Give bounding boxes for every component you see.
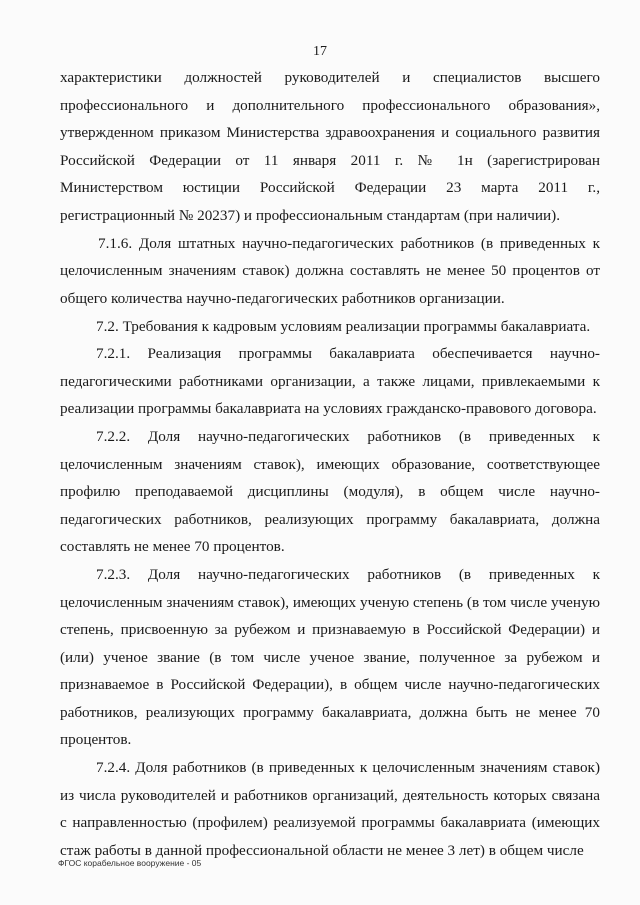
section-heading-7-2: 7.2. Требования к кадровым условиям реализации программы бакалавриата. [96,317,591,335]
paragraph-7-1-6: 7.1.6. Доля штатных научно-педагогических работников (в приведенных к целочисленным значениям ставок) должна составлять не менее 50 процентов от общего количества научно-педагогических работников организации. [60,234,600,307]
paragraph-7-2-1: 7.2.1. Реализация программы бакалавриата обеспечивается научно-педагогическими работниками организации, а также лицами, привлекаемыми к реализации программы бакалавриата на условиях гражданско-правового договора. [60,345,600,417]
page-number: 17 [313,44,327,59]
paragraph-7-2-4: 7.2.4. Доля работников (в приведенных к целочисленным значениям ставок) из числа руководителей и работников организаций, деятельность которых связана с направленностью (профилем) реализуемой программы бакалавриата (имеющих стаж работы в данной профессиональной области не менее 3 лет) в общем числе [60,759,600,859]
document-body [60,64,600,865]
paragraph-7-2-2: 7.2.2. Доля научно-педагогических работников (в приведенных к целочисленным значениям ставок), имеющих образование, соответствующее профилю преподаваемой дисциплины (модуля), в общем числе научно-педагогических работников, реализующих программу бакалавриата, должна составлять не менее 70 процентов. [60,428,600,555]
footer-label: ФГОС корабельное вооружение - 05 [58,858,202,868]
paragraph-7-2-3: 7.2.3. Доля научно-педагогических работников (в приведенных к целочисленным значениям ставок), имеющих ученую степень (в том числе ученую степень, присвоенную за рубежом и признаваемую в Российской Федерации) и (или) ученое звание (в том числе ученое звание, полученное за рубежом и признаваемое в Российской Федерации), в общем числе научно-педагогических работников, реализующих программу бакалавриата, должна быть не менее 70 процентов. [60,566,600,748]
intro-paragraph: характеристики должностей руководителей и специалистов высшего профессионального и дополнительного профессионального образования», утвержденном приказом Министерства здравоохранения и социального развития Российской Федерации от 11 января 2011 г. № 1н (зарегистрирован Министерством юстиции Российской Федерации 23 марта 2011 г., регистрационный № 20237) и профессиональным стандартам (при наличии). [60,69,600,224]
